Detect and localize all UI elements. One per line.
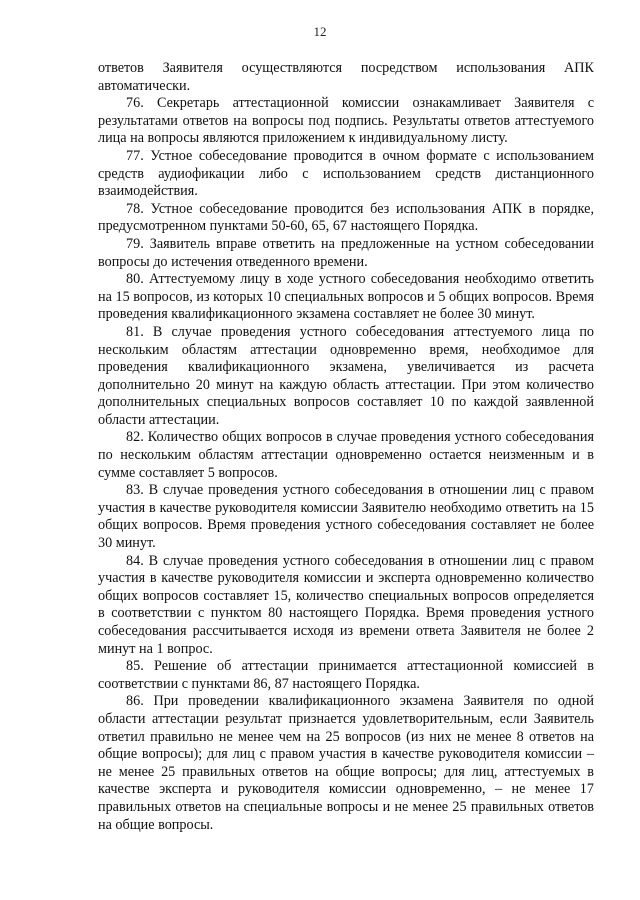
paragraph-text: При проведении квалификационного экзамена Заявителя по одной области аттестации результат признается удовлетворительным, если Заявитель ответил правильно не менее чем на 25 вопросов (из них не менее 8 ответов на общие вопросы); для лиц с правом участия в качестве руководителя комиссии – не менее 25 правильных ответов на общие вопросы; для лиц, аттестуемых в качестве эксперта и руководителя комиссии одновременно, – не менее 17 правильных ответов на специальные вопросы и не менее 25 правильных ответов на общие вопросы. [98, 693, 594, 833]
paragraph-79 [98, 236, 594, 271]
paragraph-81 [98, 324, 594, 430]
paragraph-number: 82. [126, 429, 144, 446]
paragraph-86 [98, 693, 594, 834]
paragraph-number: 76. [126, 95, 144, 112]
paragraph-number: 83. [126, 482, 144, 499]
paragraph-number: 79. [126, 235, 144, 252]
paragraph-number: 86. [126, 693, 144, 710]
paragraph-text: ответов Заявителя осуществляются посредством использования АПК автоматически. [98, 60, 594, 94]
paragraph-78 [98, 201, 594, 236]
paragraph-text: Количество общих вопросов в случае проведения устного собеседования по нескольким областям аттестации одновременно остается неизменным и в сумме составляет 5 вопросов. [98, 429, 595, 481]
paragraph-number: 85. [126, 658, 144, 675]
paragraph-text: Решение об аттестации принимается аттестационной комиссией в соответствии с пунктами 86, 87 настоящего Порядка. [98, 658, 594, 692]
paragraph-text: В случае проведения устного собеседования аттестуемого лица по нескольким областям аттестации одновременно время, необходимое для проведения квалификационного экзамена, увеличивается из расчета дополнительно 20 минут на каждую область аттестации. При этом количество дополнительных специальных вопросов составляет 10 по каждой заявленной области аттестации. [98, 323, 595, 428]
paragraph-80 [98, 271, 594, 324]
paragraph-number: 78. [126, 200, 144, 217]
paragraph-number: 80. [126, 271, 144, 288]
paragraph-text: Заявитель вправе ответить на предложенные на устном собеседовании вопросы до истечения отведенного времени. [98, 235, 594, 270]
paragraph-text: В случае проведения устного собеседования в отношении лиц с правом участия в качестве руководителя комиссии Заявителю необходимо ответить на 15 общих вопросов. Время проведения устного собеседования составляет не более 30 минут. [98, 482, 595, 552]
paragraph-text: Устное собеседование проводится без использования АПК в порядке, предусмотренном пунктами 50-60, 65, 67 настоящего Порядка. [98, 200, 594, 235]
paragraph-83 [98, 482, 594, 552]
paragraph-76 [98, 95, 594, 148]
paragraph-number: 81. [126, 323, 144, 340]
page-number: 12 [313, 24, 327, 39]
paragraph-84 [98, 553, 594, 659]
paragraph-text: В случае проведения устного собеседования в отношении лиц с правом участия в качестве руководителя комиссии и эксперта одновременно количество общих вопросов составляет 15, количество специальных вопросов определяется в соответствии с пунктом 80 настоящего Порядка. Время проведения устного собеседования рассчитывается исходя из времени ответа Заявителя не более 2 минут на 1 вопрос. [98, 552, 595, 657]
paragraph-82 [98, 429, 594, 482]
paragraph-number: 77. [126, 147, 144, 164]
paragraph-text: Секретарь аттестационной комиссии ознакамливает Заявителя с результатами ответов на вопросы под подпись. Результаты ответов аттестуемого лица на вопросы являются приложением к индивидуальному листу. [98, 95, 594, 147]
paragraph-text: Устное собеседование проводится в очном формате с использованием средств аудиофикации либо с использованием средств дистанционного взаимодействия. [98, 147, 595, 200]
paragraph-number: 84. [126, 552, 144, 569]
paragraph-85 [98, 658, 594, 693]
paragraph-text: Аттестуемому лицу в ходе устного собеседования необходимо ответить на 15 вопросов, из которых 10 специальных вопросов и 5 общих вопросов. Время проведения квалификационного экзамена составляет не более 30 минут. [98, 271, 595, 323]
paragraph-continuation [98, 60, 594, 95]
paragraph-77 [98, 148, 594, 201]
document-body [98, 60, 594, 834]
